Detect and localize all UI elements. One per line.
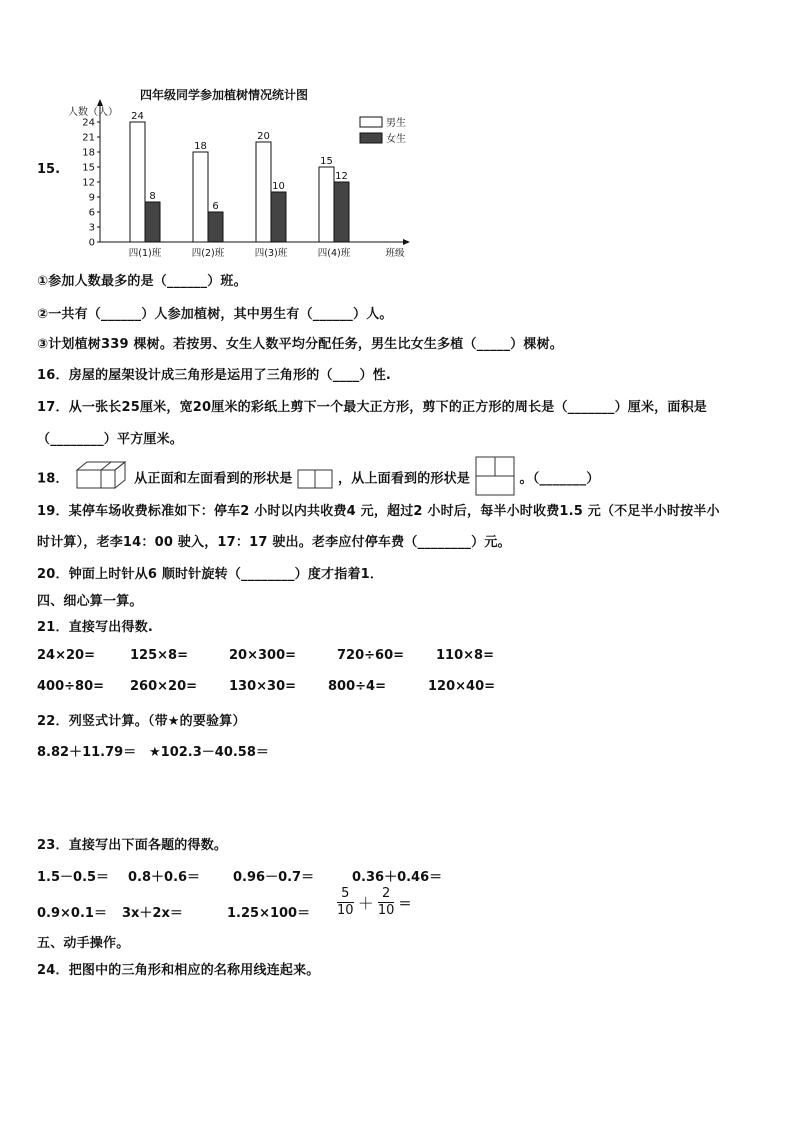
fraction-2 (378, 886, 395, 919)
q21-item: 400÷80= (37, 679, 105, 694)
numerator: 5 (337, 886, 354, 903)
data-label: 18 (194, 141, 207, 152)
q18-prefix: 18． (37, 471, 69, 487)
bar-girls (208, 212, 223, 242)
section-5-heading: 五、动手操作。 (37, 936, 130, 951)
q21-item: 130×30= (229, 679, 297, 694)
y-tick-label: 18 (82, 147, 95, 159)
q23-item: 0.8＋0.6＝ (128, 870, 201, 885)
section-4-heading: 四、细心算一算。 (37, 594, 143, 609)
legend-label: 女生 (386, 134, 406, 145)
legend-swatch (360, 133, 382, 143)
q23-item: 0.9×0.1＝ (37, 906, 107, 921)
q23-fraction-expression (337, 886, 412, 919)
fraction-1 (337, 886, 354, 919)
x-axis-label: 班级 (385, 248, 405, 259)
y-tick-label: 24 (82, 117, 95, 129)
data-label: 8 (149, 191, 156, 202)
denominator: 10 (377, 903, 395, 918)
q18-mid: 从正面和左面看到的形状是 (134, 471, 293, 487)
question-22-title: 22．列竖式计算。（带★的要验算） (37, 714, 246, 729)
question-20: 20．钟面上时针从6 顺时针旋转（________）度才指着1． (37, 567, 384, 582)
q21-item: 800÷4= (328, 679, 386, 694)
q23-item: 0.36＋0.46＝ (352, 870, 443, 885)
y-tick-label: 9 (88, 192, 95, 204)
top-view-figure (475, 456, 515, 496)
question-17-line1: 17．从一张长25厘米，宽20厘米的彩纸上剪下一个最大正方形，剪下的正方形的周长是（_______）厘米，面积是 (37, 400, 707, 415)
question-23-title: 23．直接写出下面各题的得数。 (37, 838, 228, 853)
q18-suffix: 。（_______） (519, 471, 600, 487)
x-tick-label: 四(4)班 (317, 248, 351, 259)
legend-swatch (360, 117, 382, 127)
y-tick-label: 15 (82, 162, 95, 174)
question-17-line2: （________）平方厘米。 (37, 432, 184, 447)
cube-stack-figure (73, 458, 129, 492)
question-18 (37, 462, 600, 496)
plus-sign: ＋ (357, 894, 374, 913)
q22-item: ★102.3－40.58＝ (149, 745, 269, 760)
question-19-line1: 19．某停车场收费标准如下：停车2 小时以内共收费4 元，超过2 小时后，每半小时收费1.5 元（不足半小时按半小 (37, 504, 720, 519)
bar-girls (145, 202, 160, 242)
numerator: 2 (378, 886, 395, 903)
x-tick-label: 四(2)班 (191, 248, 225, 259)
x-tick-label: 四(3)班 (254, 248, 288, 259)
question-15-number: 15. (37, 162, 61, 177)
q15-sub3: ③计划植树339 棵树。若按男、女生人数平均分配任务，男生比女生多植（_____）棵树。 (37, 337, 563, 352)
front-left-view-figure (297, 469, 333, 489)
q21-item: 24×20= (37, 648, 95, 663)
bar-boys (193, 152, 208, 242)
data-label: 24 (131, 111, 144, 122)
bar-boys (319, 167, 334, 242)
equals-sign: ＝ (398, 897, 412, 912)
bar-girls (334, 182, 349, 242)
chart-title: 四年级同学参加植树情况统计图 (140, 88, 309, 102)
q21-item: 110×8= (436, 648, 494, 663)
question-16: 16．房屋的屋架设计成三角形是运用了三角形的（____）性. (37, 368, 392, 383)
q23-item: 3x＋2x＝ (122, 906, 183, 921)
bar-boys (130, 122, 145, 242)
y-tick-label: 3 (88, 222, 95, 234)
question-21-title: 21．直接写出得数. (37, 620, 154, 635)
q23-item: 0.96－0.7＝ (233, 870, 315, 885)
q23-item: 1.5－0.5＝ (37, 870, 110, 885)
y-axis-label: 人数（人） (68, 107, 118, 118)
question-24: 24．把图中的三角形和相应的名称用线连起来。 (37, 963, 320, 978)
data-label: 20 (257, 131, 270, 142)
data-label: 15 (320, 156, 333, 167)
bar-girls (271, 192, 286, 242)
y-tick-label: 12 (82, 177, 95, 189)
question-19-line2: 时计算），老李14：00 驶入，17：17 驶出。老李应付停车费（________）元。 (37, 535, 511, 550)
data-label: 10 (272, 181, 285, 192)
q21-item: 720÷60= (337, 648, 405, 663)
q22-item: 8.82＋11.79＝ (37, 745, 137, 760)
x-tick-label: 四(1)班 (128, 248, 162, 259)
q21-item: 120×40= (428, 679, 496, 694)
y-tick-label: 6 (88, 207, 95, 219)
q18-mid2: ，从上面看到的形状是 (338, 471, 471, 487)
data-label: 12 (335, 171, 348, 182)
legend-label: 男生 (386, 118, 406, 129)
y-tick-label: 0 (88, 237, 95, 249)
q21-item: 260×20= (130, 679, 198, 694)
bar-chart (60, 82, 420, 262)
q15-sub2: ②一共有（______）人参加植树，其中男生有（______）人。 (37, 307, 393, 322)
data-label: 6 (212, 201, 219, 212)
bar-boys (256, 142, 271, 242)
q23-item: 1.25×100＝ (227, 906, 311, 921)
y-tick-label: 21 (82, 132, 95, 144)
q15-sub1: ①参加人数最多的是（______）班。 (37, 274, 247, 289)
y-axis-arrow (97, 99, 103, 106)
denominator: 10 (337, 903, 354, 918)
x-axis-arrow (403, 239, 410, 245)
q21-item: 20×300= (229, 648, 297, 663)
q21-item: 125×8= (130, 648, 188, 663)
